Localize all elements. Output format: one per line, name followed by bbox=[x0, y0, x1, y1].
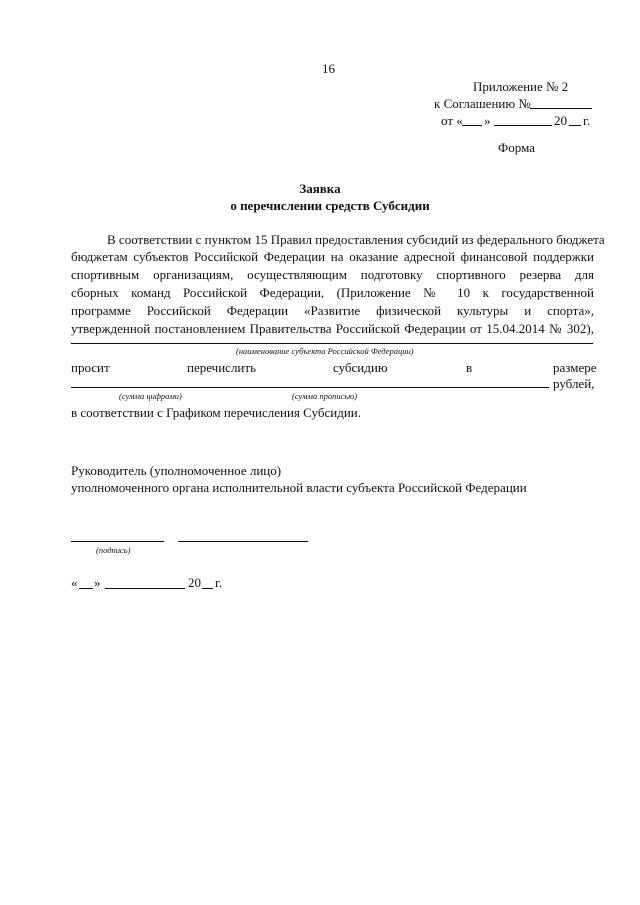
agreement-year-blank bbox=[569, 125, 581, 126]
request-word-2: перечислить bbox=[187, 360, 256, 375]
document-subtitle: о перечислении средств Субсидии bbox=[230, 198, 430, 213]
request-word-4: в bbox=[466, 360, 473, 375]
date-prefix: « bbox=[71, 575, 78, 590]
body-line-6: утвержденной постановлением Правительства Российской Федерации от 15.04.2014 № 302), bbox=[71, 321, 594, 336]
body-line-2: бюджетам субъектов Российской Федерации на оказание адресной финансовой поддержки bbox=[71, 249, 594, 264]
subject-caption: (наименование субъекта Российской Федерации) bbox=[236, 346, 414, 356]
body-line-4: сборных команд Российской Федерации, (Приложение № 10 к государственной bbox=[71, 285, 594, 300]
signatory-title: Руководитель (уполномоченное лицо) bbox=[71, 463, 282, 478]
body-line-5: программе Российской Федерации «Развитие физической культуры и спорта», bbox=[71, 303, 594, 318]
signature-blank bbox=[71, 541, 164, 542]
date-day-blank bbox=[79, 588, 93, 589]
signatory-authority: уполномоченного органа исполнительной власти субъекта Российской Федерации bbox=[71, 480, 527, 495]
body-line-3: спортивным организациям, осуществляющим подготовку спортивного резерва для bbox=[71, 267, 594, 282]
request-word-5: размере bbox=[553, 360, 597, 375]
agreement-date-mid: » bbox=[484, 113, 491, 128]
signature-caption: (подпись) bbox=[96, 545, 131, 555]
body-paragraph bbox=[71, 248, 594, 338]
page-number: 16 bbox=[322, 61, 335, 76]
request-word-3: субсидию bbox=[333, 360, 388, 375]
amount-digits-caption: (сумма цифрами) bbox=[119, 391, 182, 401]
subject-blank bbox=[71, 343, 593, 344]
document-title: Заявка bbox=[299, 181, 341, 196]
date-mid: » bbox=[94, 575, 101, 590]
amount-words-caption: (сумма прописью) bbox=[292, 391, 358, 401]
date-year-blank bbox=[202, 588, 213, 589]
appendix-title: Приложение № 2 bbox=[473, 79, 569, 94]
schedule-line: в соответствии с Графиком перечисления Субсидии. bbox=[71, 405, 361, 420]
agreement-date-prefix: от « bbox=[441, 113, 463, 128]
agreement-ref: к Соглашению № bbox=[434, 96, 531, 111]
agreement-number-blank bbox=[530, 108, 592, 109]
request-word-1: просит bbox=[71, 360, 110, 375]
agreement-year-suffix: г. bbox=[583, 113, 591, 128]
date-month-blank bbox=[105, 588, 185, 589]
agreement-day-blank bbox=[462, 125, 482, 126]
currency-label: рублей, bbox=[553, 376, 595, 391]
body-line-1: В соответствии с пунктом 15 Правил предоставления субсидий из федерального бюджета bbox=[107, 232, 605, 247]
agreement-year: 20 bbox=[554, 113, 567, 128]
amount-blank bbox=[71, 387, 549, 388]
date-year-suffix: г. bbox=[215, 575, 223, 590]
agreement-month-blank bbox=[494, 125, 552, 126]
form-label: Форма bbox=[498, 140, 535, 155]
date-year: 20 bbox=[188, 575, 201, 590]
name-blank bbox=[178, 541, 308, 542]
